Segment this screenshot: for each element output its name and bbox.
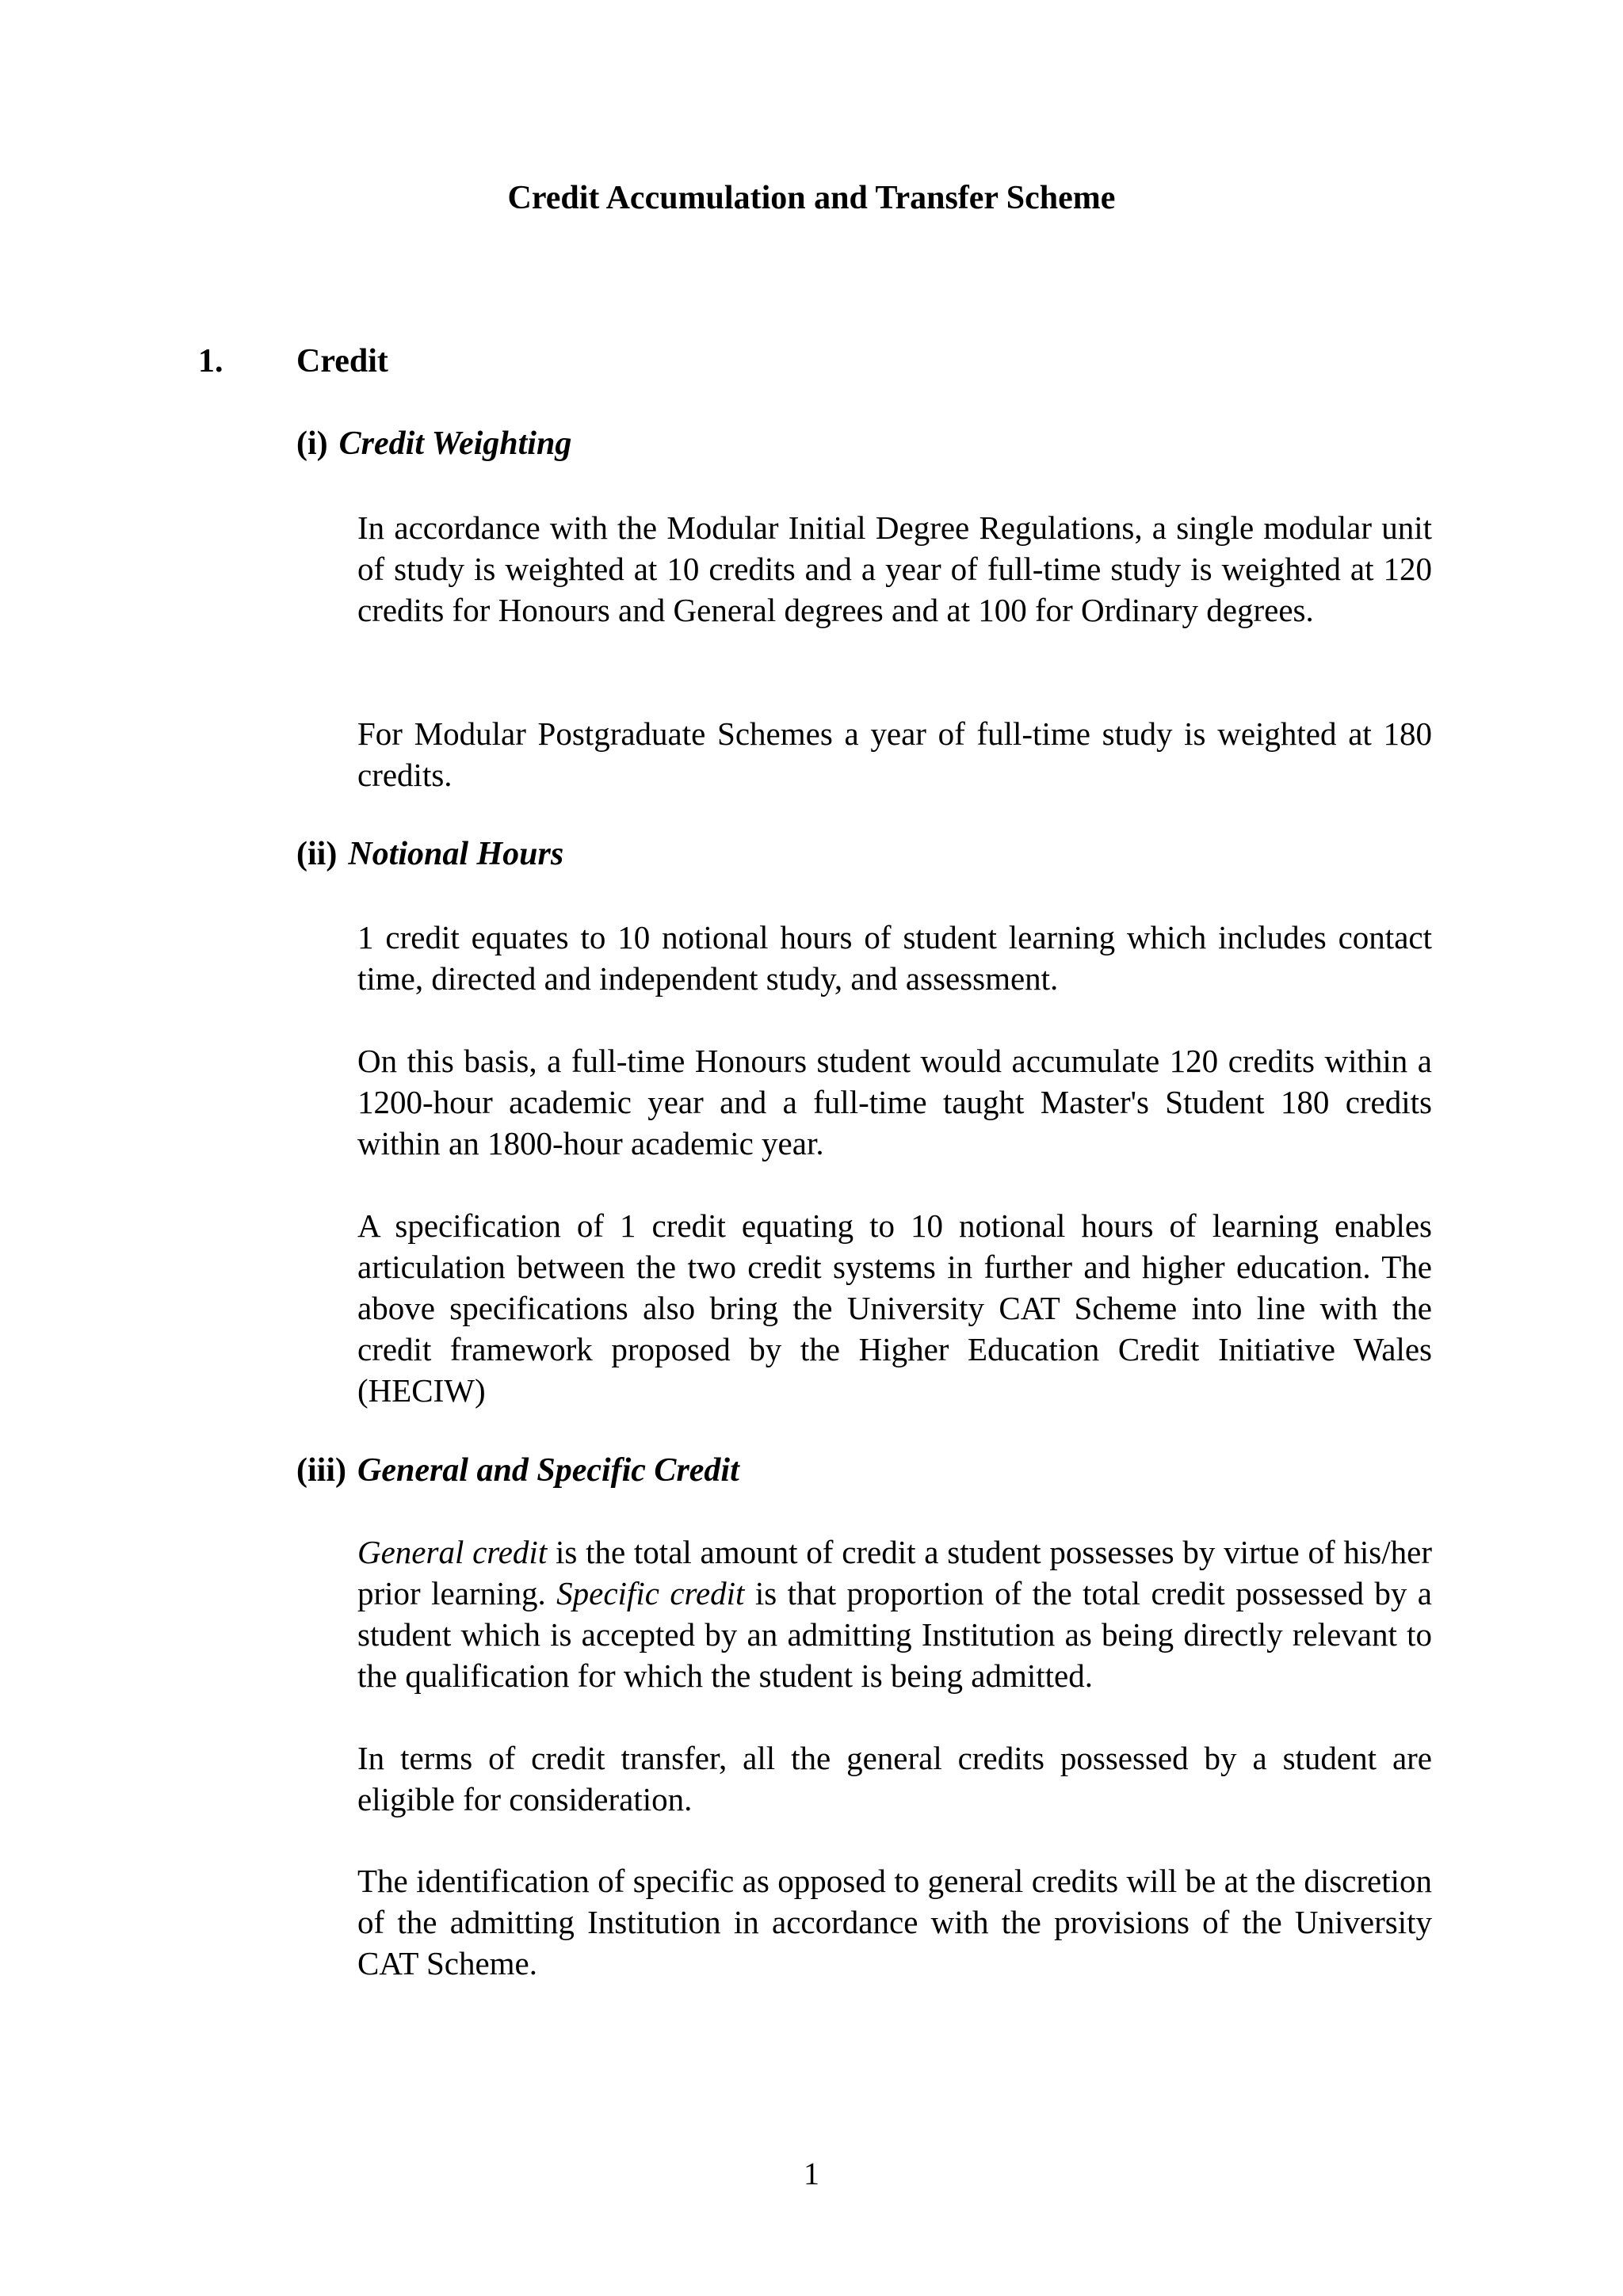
subsection-numeral: (ii)	[296, 836, 338, 872]
paragraph-notional-hours-1: 1 credit equates to 10 notional hours of student learning which includes contact time, directed and independent study, and assessment.	[357, 919, 1432, 997]
section-number: 1.	[198, 343, 223, 379]
paragraph-general-specific-credit-2: In terms of credit transfer, all the general credits possessed by a student are eligible for consideration.	[357, 1740, 1432, 1817]
subsection-numeral: (i)	[296, 425, 328, 462]
subsection-title: General and Specific Credit	[357, 1452, 739, 1489]
subsection-title: Notional Hours	[348, 836, 564, 872]
subsection-heading-credit-weighting	[296, 421, 571, 466]
paragraph-notional-hours-2: On this basis, a full-time Honours student would accumulate 120 credits within a 1200-hour academic year and a full-time taught Master's Student 180 credits within an 1800-hour academic year.	[357, 1043, 1432, 1161]
section-title: Credit	[296, 343, 388, 379]
paragraph-notional-hours-3: A specification of 1 credit equating to 10 notional hours of learning enables articulation between the two credit systems in further and higher education. The above specifications also bring the University CAT Scheme into line with the credit framework proposed by the Higher Education Credit Initiative Wales (HECIW)	[357, 1207, 1432, 1409]
term-general-credit: General credit	[357, 1534, 548, 1570]
subsection-heading-notional-hours	[296, 832, 563, 876]
paragraph-general-specific-credit-1: General credit is the total amount of credit a student possesses by virtue of his/her prior learning. Specific credit is that proportion of the total credit possessed by a student which is accepted by an admitting Institution as being directly relevant to the qualification for which the student is being admitted.	[357, 1534, 1432, 1694]
section-heading	[198, 339, 388, 383]
page-number: 1	[804, 2156, 819, 2191]
paragraph-credit-weighting-1: In accordance with the Modular Initial Degree Regulations, a single modular unit of study is weighted at 10 credits and a year of full-time study is weighted at 120 credits for Honours and General degrees and at 100 for Ordinary degrees.	[357, 509, 1432, 628]
paragraph-credit-weighting-2: For Modular Postgraduate Schemes a year of full-time study is weighted at 180 credits.	[357, 715, 1432, 793]
term-specific-credit: Specific credit	[556, 1575, 745, 1611]
subsection-heading-general-specific-credit	[296, 1448, 739, 1493]
subsection-numeral: (iii)	[296, 1452, 346, 1489]
paragraph-general-specific-credit-3: The identification of specific as opposed to general credits will be at the discretion of the admitting Institution in accordance with the provisions of the University CAT Scheme.	[357, 1863, 1432, 1981]
document-title: Credit Accumulation and Transfer Scheme	[507, 180, 1116, 216]
subsection-title: Credit Weighting	[338, 425, 572, 462]
